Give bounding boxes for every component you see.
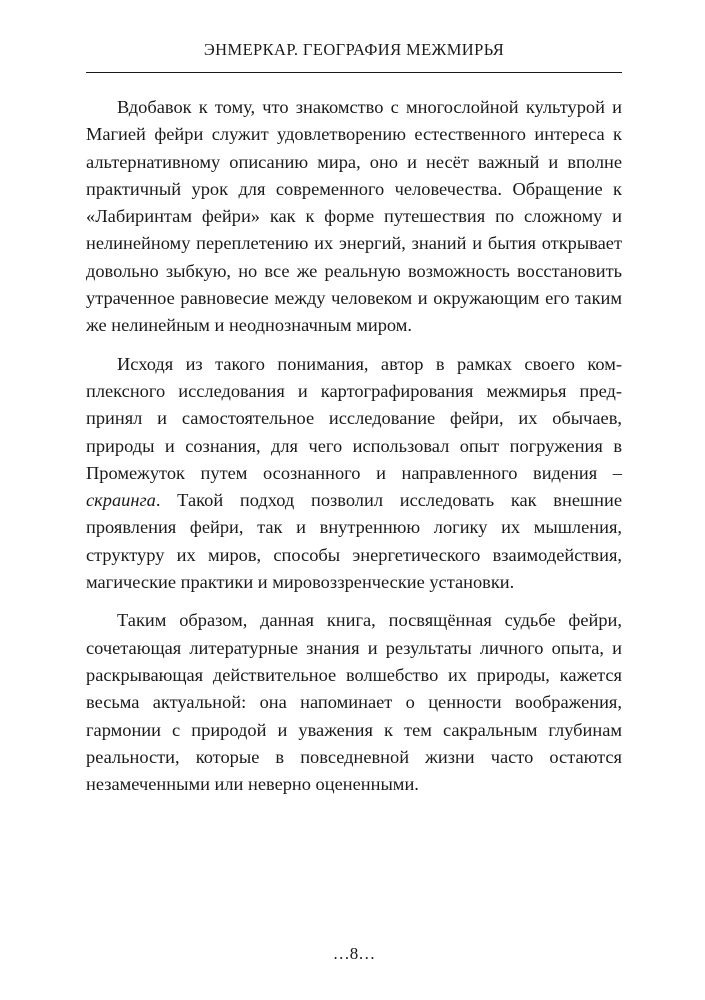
paragraph-1: Вдобавок к тому, что знакомство с многослойной культурой и Магией фейри служит удовлетворению естественного интереса к альтернативному описанию мира, оно и несёт важный и вполне практичный урок для современного человечества. Обращение к «Лабиринтам фейри» как к форме путешествия по сложному и нелинейному переплетению их энергий, знаний и бытия открывает довольно зыбкую, но все же реальную возможность восстановить утраченное равновесие между человеком и окружающим его таким же нелинейным и неоднозначным миром. [86, 97, 622, 336]
paragraph-2-text-before: Исходя из такого понимания, автор в рамках своего комплексного исследования и картографирования межмирья предпринял и самостоятельное исследование фейри, их обычаев, природы и сознания, для чего использовал опыт погружения в Промежуток путем осознанного и направленного видения – [86, 353, 622, 483]
running-header-title: ЭНМЕРКАР. ГЕОГРАФИЯ МЕЖМИРЬЯ [203, 40, 505, 59]
page-number: …8… [332, 944, 376, 963]
paragraph-2-text-after: . Такой подход позволил исследовать как внешние проявления фейри, так и внутреннюю логику их мышления, структуру их миров, способы энергетического взаимодействия, магические практики и мировоззренческие установки. [86, 490, 622, 593]
paragraph-2 [86, 351, 622, 597]
header-divider [86, 72, 622, 73]
paragraph-3: Таким образом, данная книга, посвящённая судьбе фейри, сочетающая литературные знания и результаты личного опыта, и раскрывающая действительное волшебство их природы, кажется весьма актуальной: она напоминает о ценности воображения, гармонии с природой и уважения к тем сакральным глубинам реальности, которые в повседневной жизни часто остаются незамеченными или неверно оцененными. [86, 610, 622, 795]
body-text [86, 94, 622, 809]
paragraph-2-italic-term: скраинга [86, 490, 156, 511]
